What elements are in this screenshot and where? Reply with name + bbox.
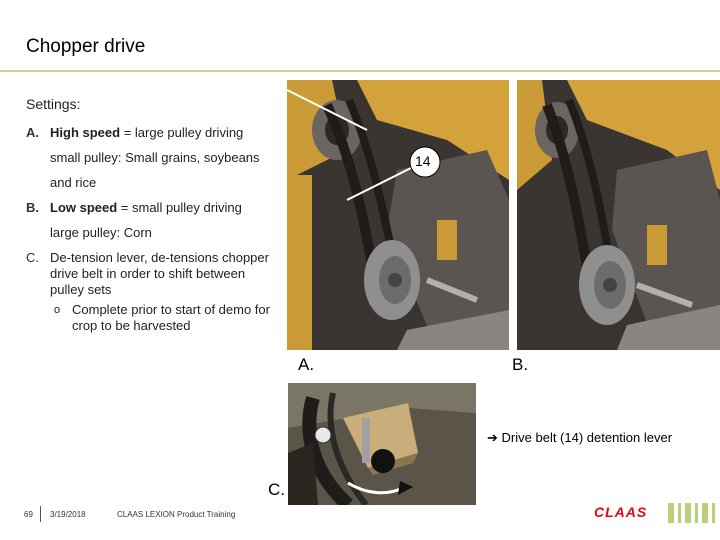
item-continuation: and rice: [50, 175, 97, 190]
sub-item: [50, 302, 281, 334]
setting-item-b: [26, 200, 281, 241]
item-marker: A.: [26, 125, 39, 140]
bar: [702, 503, 708, 523]
item-marker: B.: [26, 200, 39, 215]
sub-marker: o: [54, 304, 61, 316]
item-bold: Low speed: [50, 200, 118, 215]
item-text: = small pulley driving: [117, 200, 242, 215]
bar: [668, 503, 674, 523]
item-continuation: small pulley: Small grains, soybeans: [50, 150, 260, 165]
slide-title: Chopper drive: [26, 36, 146, 57]
footer-date: 3/19/2018: [50, 510, 86, 519]
photo-label-a: A.: [298, 355, 315, 374]
item-continuation: large pulley: Corn: [50, 225, 152, 240]
page-number: 69: [24, 510, 33, 519]
bar: [685, 503, 691, 523]
photo-caption: [487, 430, 672, 446]
callout-14: 14: [415, 153, 431, 169]
title-divider: [0, 70, 720, 72]
bar: [695, 503, 698, 523]
footer-course: CLAAS LEXION Product Training: [117, 510, 236, 519]
settings-text: [26, 96, 281, 343]
photo-label-c: C.: [268, 480, 285, 499]
photo-b: [517, 80, 720, 350]
item-marker: C.: [26, 250, 39, 265]
photo-c: [288, 383, 476, 505]
sub-text: Complete prior to start of demo for crop to be harvested: [72, 302, 270, 333]
caption-text: Drive belt (14) detention lever: [501, 430, 673, 445]
item-text: = large pulley driving: [120, 125, 244, 140]
photo-a: [287, 80, 509, 350]
claas-logo: CLAAS: [594, 504, 648, 520]
arrow-icon: ➔: [487, 430, 498, 445]
item-bold: High speed: [50, 125, 121, 140]
setting-item-a: [26, 125, 281, 191]
photo-label-b: B.: [512, 355, 529, 374]
bar: [678, 503, 681, 523]
settings-heading: Settings:: [26, 96, 81, 112]
item-text: De-tension lever, de-tensions chopper drive belt in order to shift between pulley sets: [50, 250, 269, 297]
setting-item-c: [26, 250, 281, 334]
bar: [712, 503, 715, 523]
footer-divider: [40, 506, 41, 522]
